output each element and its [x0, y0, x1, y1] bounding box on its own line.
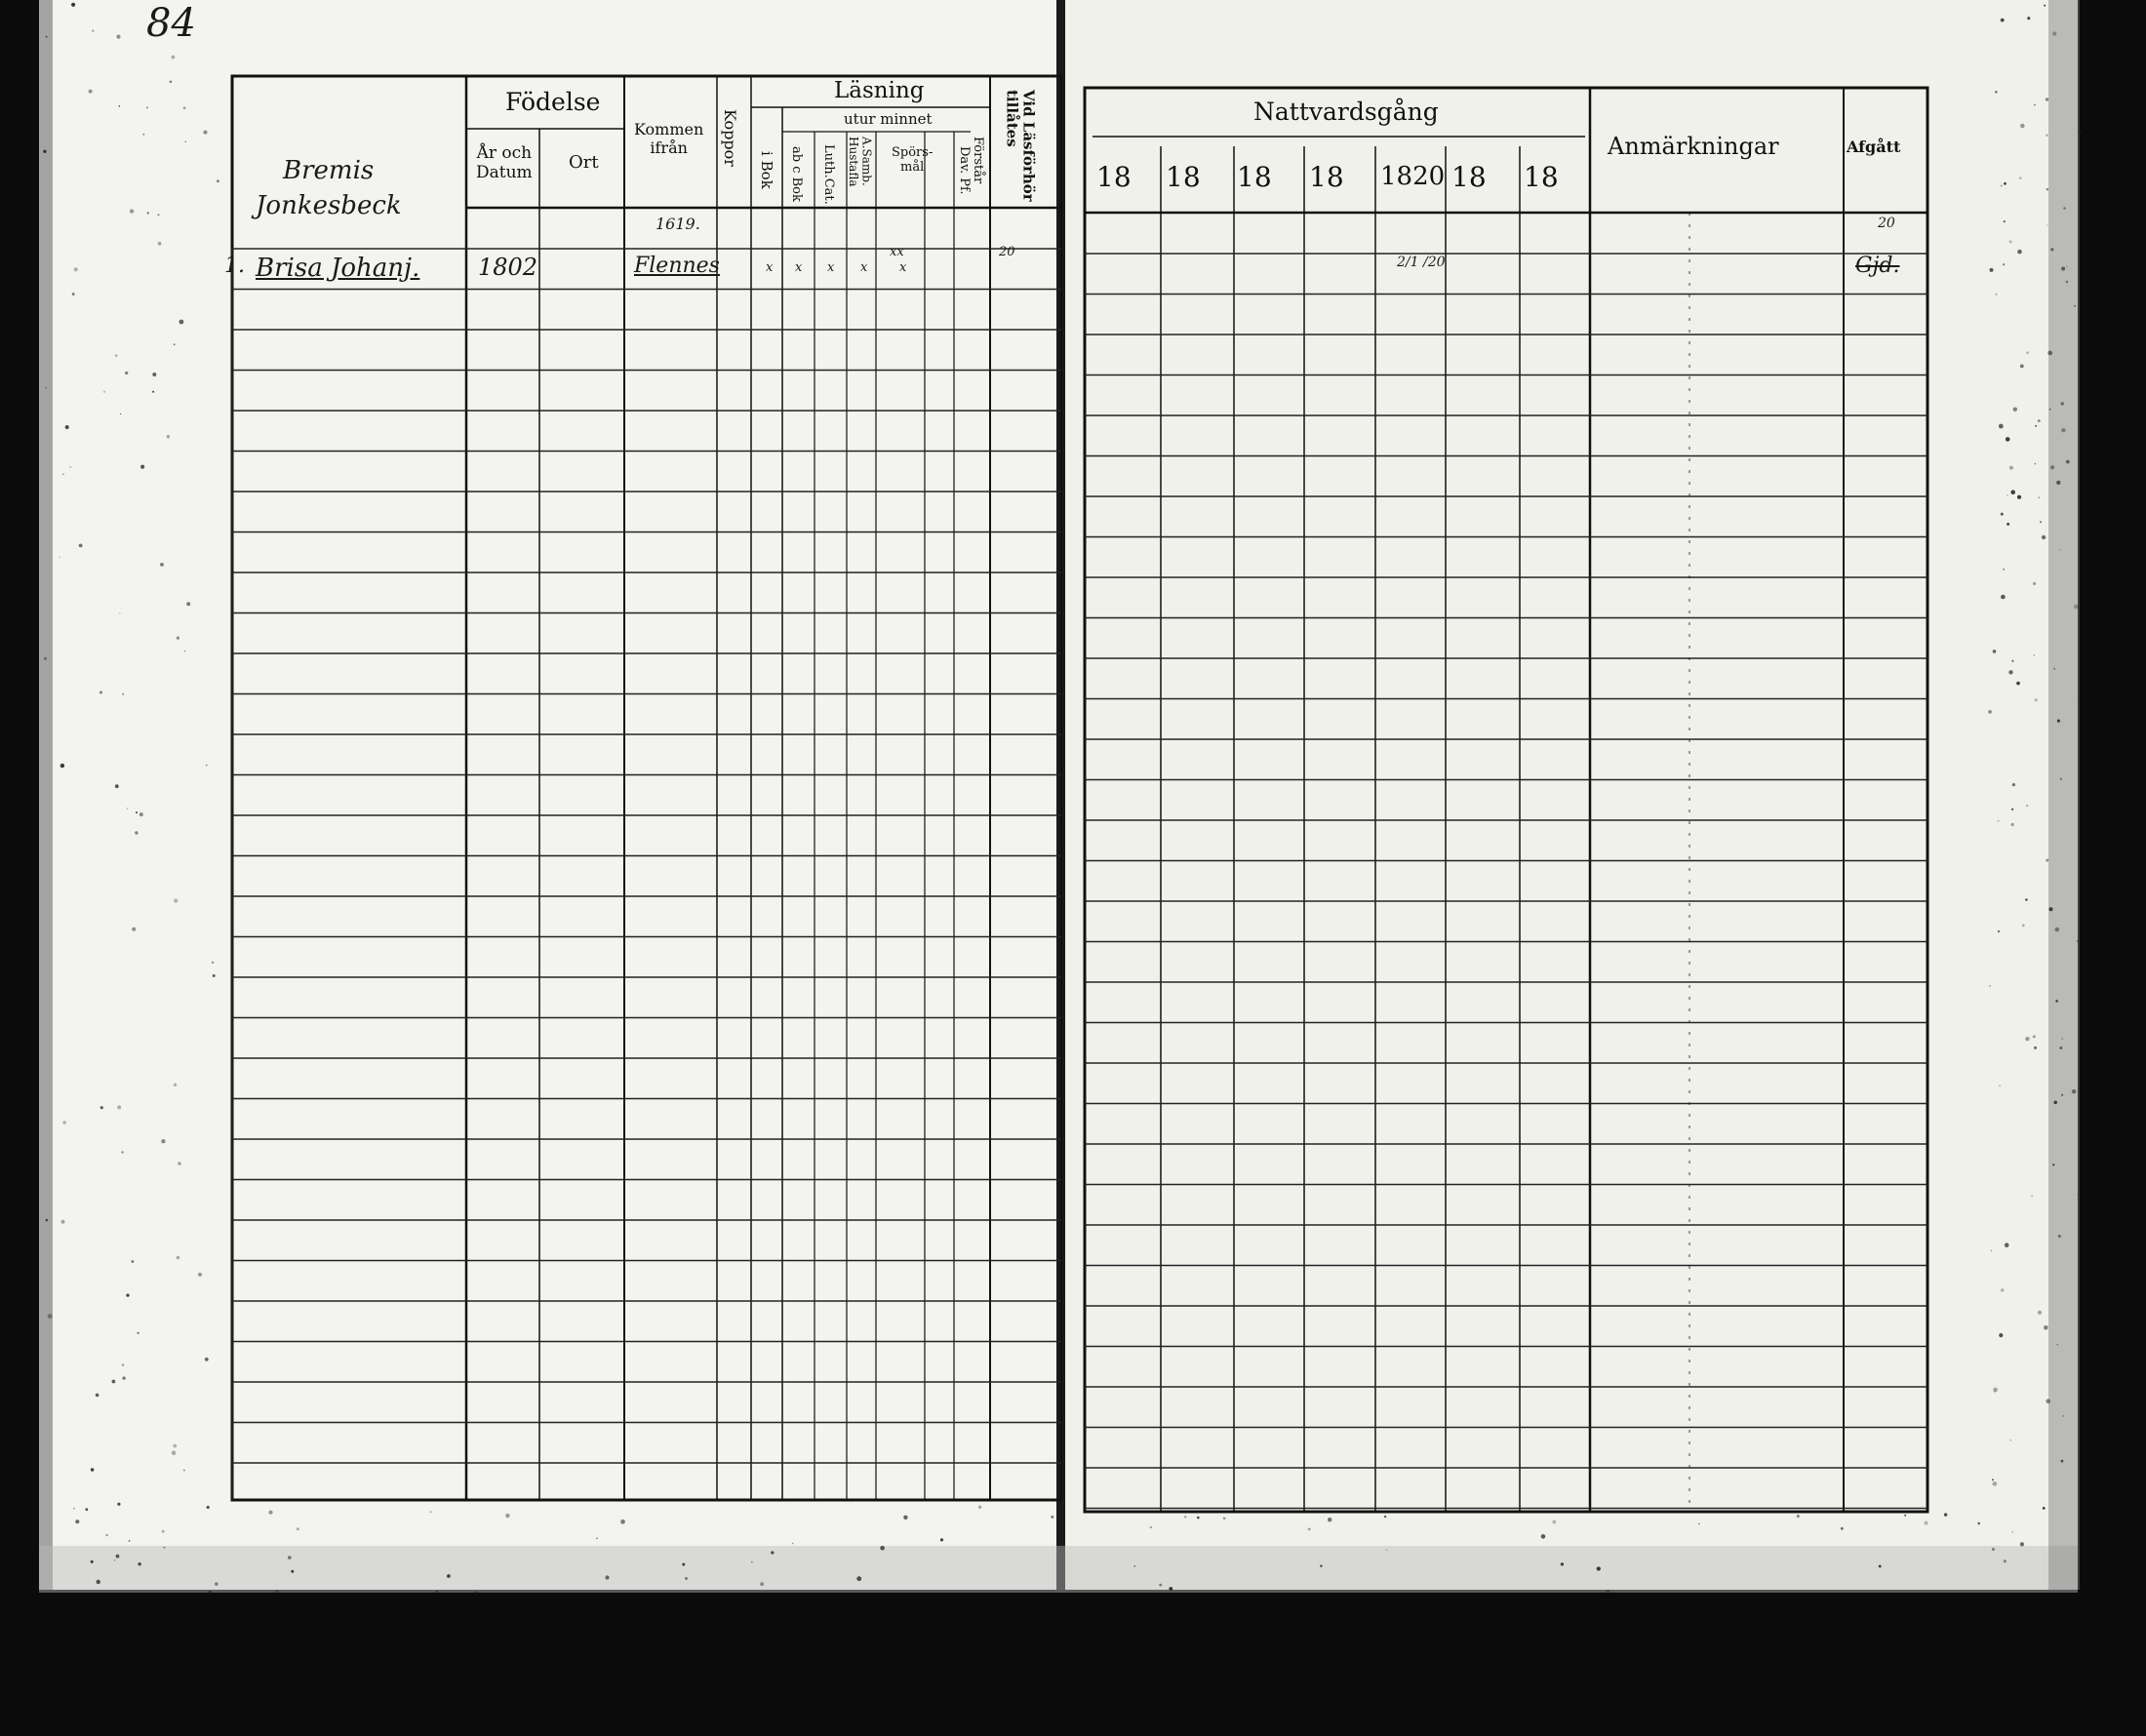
luth-cat-heading: Luth.Cat.: [821, 144, 836, 205]
afgatt-heading: Afgått: [1847, 138, 1901, 156]
anmarkningar-heading: Anmärkningar: [1608, 133, 1779, 160]
person-name: Brisa Johanj.: [256, 254, 420, 283]
mark-luth: x: [827, 260, 835, 275]
year-col-4: 18: [1309, 161, 1344, 193]
vid-lasforhor-value: 20: [999, 245, 1015, 259]
nattvardsgang-heading: Nattvardsgång: [1253, 98, 1439, 126]
ar-och-datum-heading: År och Datum: [476, 143, 533, 182]
afgatt-value: Gjd.: [1855, 254, 1900, 278]
ort-heading: Ort: [569, 152, 599, 173]
birth-year: 1802: [478, 254, 538, 281]
household-note-line2: Jonkesbeck: [256, 191, 402, 220]
koppor-heading: Koppor: [721, 109, 739, 167]
sporsmal-heading: Spörs- mål: [892, 145, 934, 175]
lasning-heading: Läsning: [834, 78, 925, 103]
fodelse-heading: Födelse: [505, 88, 601, 116]
mark-sporsmal: xx: [890, 245, 904, 259]
moved-from-place: Flennes: [634, 254, 720, 278]
moved-from-year: 1619.: [656, 215, 700, 233]
mark-i-bok: x: [766, 260, 774, 275]
communion-1820-note: 2/1 /20: [1397, 255, 1446, 270]
year-col-1: 18: [1096, 161, 1132, 193]
forstar-heading: Förstår: [971, 137, 985, 184]
household-note-line1: Bremis: [283, 156, 375, 185]
kommen-ifran-heading: Kommen ifrån: [634, 120, 704, 158]
entry-number: 1.: [224, 254, 245, 278]
afgatt-year: 20: [1878, 216, 1895, 231]
i-bok-heading: i Bok: [758, 151, 775, 189]
year-col-7: 18: [1524, 161, 1559, 193]
utur-minnet-heading: utur minnet: [844, 110, 933, 128]
dav-pf-heading: Dav. Pf.: [957, 146, 972, 195]
a-samb-heading: A.Samb. Hustafla: [847, 137, 874, 187]
right-page: [1063, 0, 2078, 1624]
vid-lasforhor-heading: Vid Läsförhör tillåtes: [1003, 90, 1038, 202]
year-col-6: 18: [1451, 161, 1487, 193]
year-col-5: 1820: [1380, 162, 1446, 191]
mark-sporsmal-2: x: [899, 260, 907, 275]
abc-bok-heading: ab c Bok: [789, 146, 804, 202]
year-col-2: 18: [1166, 161, 1201, 193]
mark-abc: x: [795, 260, 803, 275]
page-number: 84: [146, 1, 196, 46]
mark-a-samb: x: [860, 260, 868, 275]
left-page: [39, 0, 1058, 1624]
year-col-3: 18: [1237, 161, 1272, 193]
